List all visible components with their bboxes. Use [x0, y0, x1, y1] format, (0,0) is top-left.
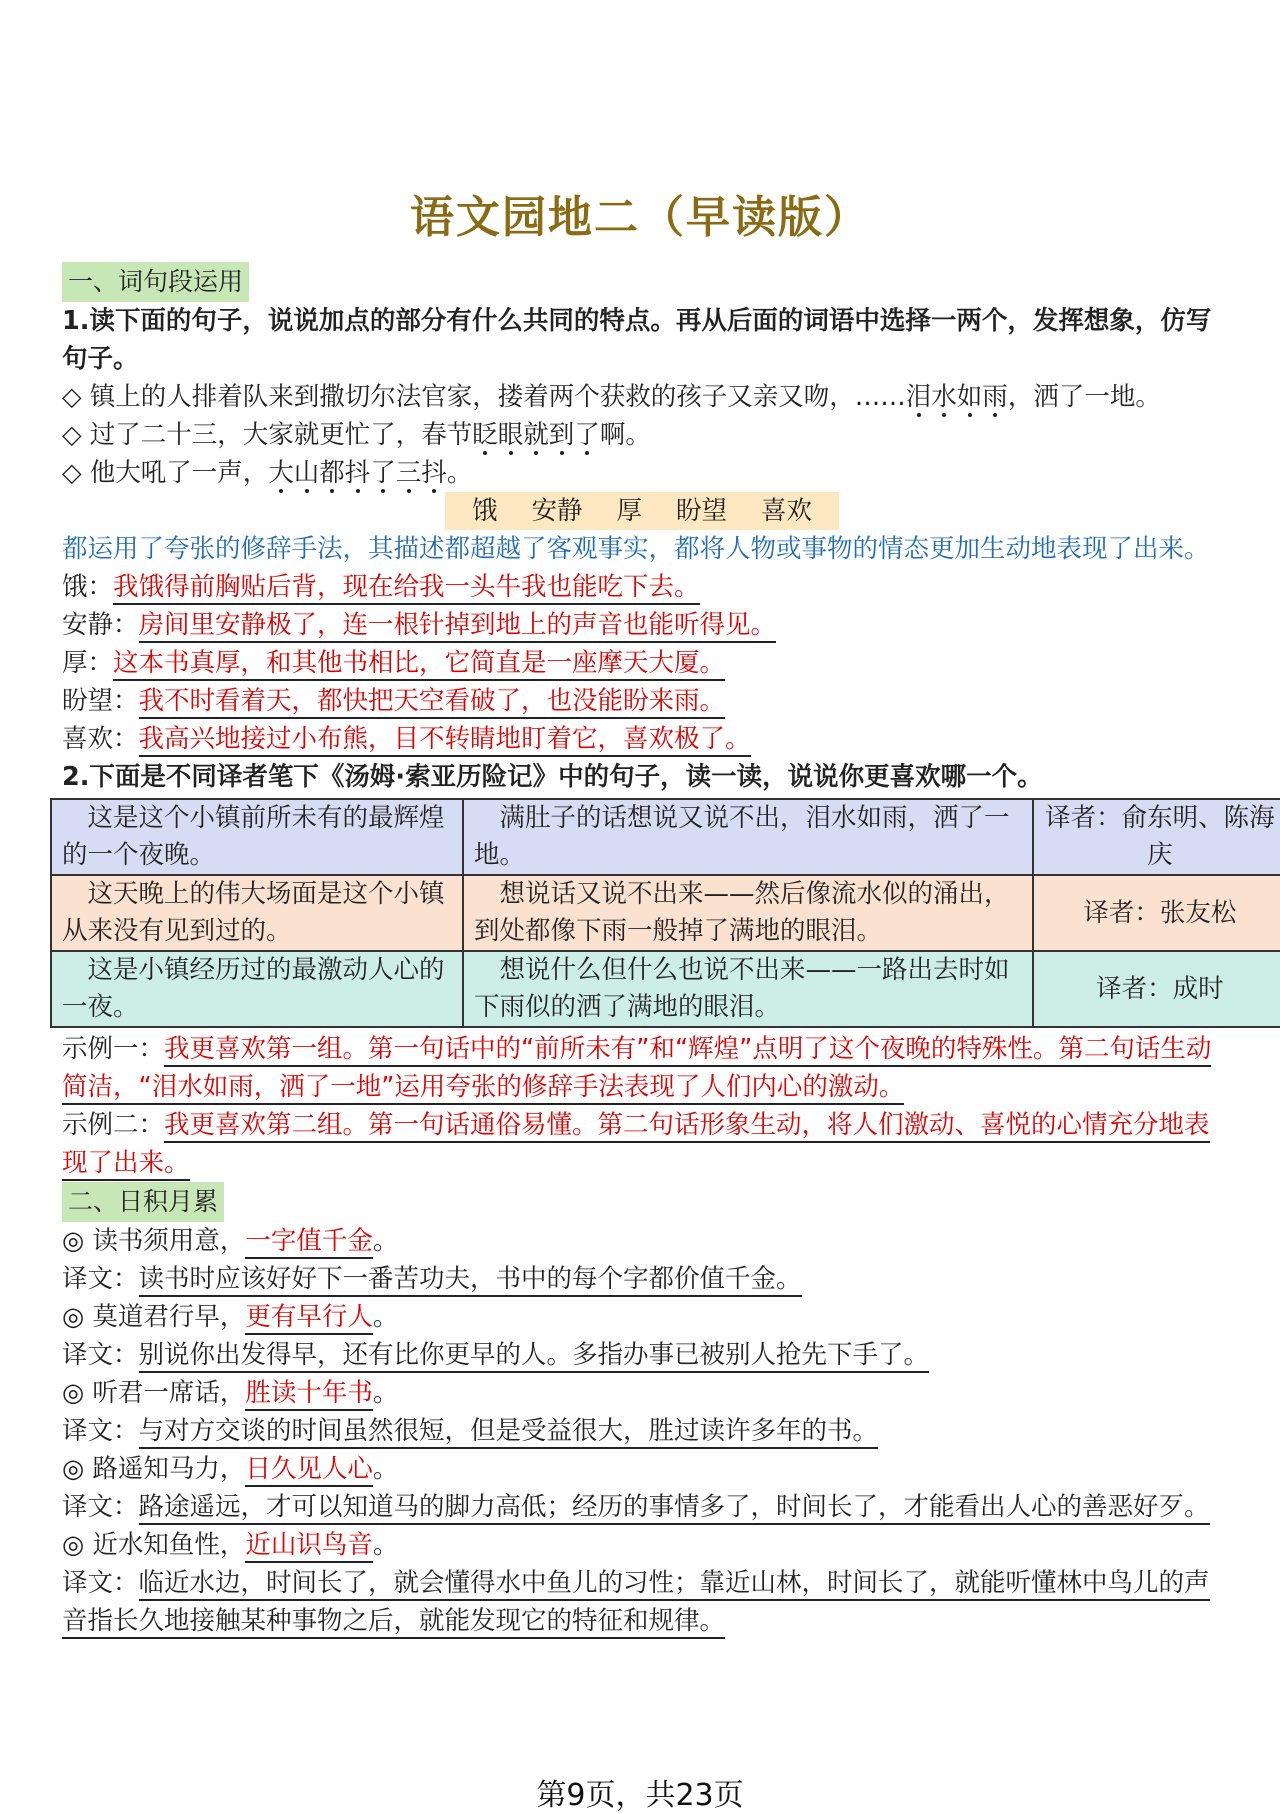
document-body — [62, 262, 1275, 1640]
word-bank — [62, 492, 1222, 530]
sample-1: 示例一：我更喜欢第一组。第一句话中的“前所未有”和“辉煌”点明了这个夜晚的特殊性。第二句话生动简洁，“泪水如雨，洒了一地”运用夸张的修辞手法表现了人们内心的激动。 — [62, 1030, 1222, 1106]
table-cell: 想说话又说不出来——然后像流水似的涌出，到处都像下雨一般掉了满地的眼泪。 — [463, 875, 1033, 951]
sample-2: 示例二：我更喜欢第二组。第一句话通俗易懂。第二句话形象生动，将人们激动、喜悦的心情充分地表现了出来。 — [62, 1106, 1222, 1182]
word-item: 厚 — [616, 496, 642, 526]
translation-table — [50, 798, 1280, 1028]
sentence-item: ◇ 过了二十三，大家就更忙了，春节眨眼就到了啊。 — [62, 420, 651, 450]
proverb-answer: 日久见人心 — [245, 1454, 373, 1487]
table-cell: 这是小镇经历过的最激动人心的一夜。 — [51, 951, 463, 1027]
proverb-answer: 更有早行人 — [245, 1302, 373, 1335]
table-row — [51, 875, 1280, 951]
table-row — [51, 799, 1280, 875]
emphasized-phrase: 大山都抖了三抖 — [268, 458, 447, 488]
example-item: 厚：这本书真厚，和其他书相比，它简直是一座摩天大厦。 — [62, 644, 1222, 682]
table-row — [51, 951, 1280, 1027]
word-item: 饿 — [471, 496, 498, 526]
page-title: 语文园地二（早读版） — [410, 192, 870, 243]
translator-cell: 译者：成时 — [1033, 951, 1280, 1027]
diamond-bullet-icon: ◇ — [62, 420, 82, 450]
example-item: 安静：房间里安静极了，连一根针掉到地上的声音也能听得见。 — [62, 606, 1222, 644]
page-footer: 第9页，共23页 — [536, 1778, 744, 1813]
question-2: 2.下面是不同译者笔下《汤姆·索亚历险记》中的句子，读一读，说说你更喜欢哪一个。 — [62, 762, 1043, 792]
circle-bullet-icon: ◎ — [62, 1378, 85, 1408]
word-item: 安静 — [531, 496, 583, 526]
section2-header: 二、日积月累 — [62, 1182, 1222, 1222]
example-item: 喜欢：我高兴地接过小布熊，目不转睛地盯着它，喜欢极了。 — [62, 720, 1222, 758]
table-cell: 这天晚上的伟大场面是这个小镇从来没有见到过的。 — [51, 875, 463, 951]
question-1: 1.读下面的句子，说说加点的部分有什么共同的特点。再从后面的词语中选择一两个，发挥想象，仿写句子。 — [62, 306, 1212, 374]
circle-bullet-icon: ◎ — [62, 1530, 85, 1560]
circle-bullet-icon: ◎ — [62, 1454, 85, 1484]
answer-summary: 都运用了夸张的修辞手法，其描述都超越了客观事实，都将人物或事物的情态更加生动地表现了出来。 — [62, 534, 1210, 564]
circle-bullet-icon: ◎ — [62, 1302, 85, 1332]
proverb-translation: 译文：临近水边，时间长了，就会懂得水中鱼儿的习性；靠近山林，时间长了，就能听懂林中鸟儿的声音指长久地接触某种事物之后，就能发现它的特征和规律。 — [62, 1564, 1222, 1640]
sentence-item: ◇ 他大吼了一声，大山都抖了三抖。 — [62, 458, 473, 488]
translator-cell: 译者：俞东明、陈海庆 — [1033, 799, 1280, 875]
proverb-translation: 译文：路途遥远，才可以知道马的脚力高低；经历的事情多了，时间长了，才能看出人心的善恶好歹。 — [62, 1488, 1222, 1526]
section1-header: 一、词句段运用 — [62, 262, 1222, 302]
table-cell: 想说什么但什么也说不出来——一路出去时如下雨似的洒了满地的眼泪。 — [463, 951, 1033, 1027]
diamond-bullet-icon: ◇ — [62, 382, 82, 412]
circle-bullet-icon: ◎ — [62, 1226, 85, 1256]
example-list — [62, 568, 1222, 758]
proverb-answer: 胜读十年书 — [245, 1378, 373, 1411]
table-cell: 这是这个小镇前所未有的最辉煌的一个夜晚。 — [51, 799, 463, 875]
proverb-item: ◎ 读书须用意，一字值千金。 — [62, 1222, 1222, 1260]
word-item: 喜欢 — [761, 496, 813, 526]
example-item: 盼望：我不时看着天，都快把天空看破了，也没能盼来雨。 — [62, 682, 1222, 720]
sentence-item: ◇ 镇上的人排着队来到撒切尔法官家，搂着两个获救的孩子又亲又吻，……泪水如雨，洒了一地。 — [62, 382, 1161, 412]
sentence-list — [62, 378, 1222, 492]
proverb-item: ◎ 莫道君行早，更有早行人。 — [62, 1298, 1222, 1336]
table-cell: 满肚子的话想说又说不出，泪水如雨，洒了一地。 — [463, 799, 1033, 875]
emphasized-phrase: 眨眼就到了 — [472, 420, 600, 450]
example-item: 饿：我饿得前胸贴后背，现在给我一头牛我也能吃下去。 — [62, 568, 1222, 606]
proverb-item: ◎ 听君一席话，胜读十年书。 — [62, 1374, 1222, 1412]
proverb-translation: 译文：与对方交谈的时间虽然很短，但是受益很大，胜过读许多年的书。 — [62, 1412, 1222, 1450]
proverb-translation: 译文：读书时应该好好下一番苦功夫，书中的每个字都价值千金。 — [62, 1260, 1222, 1298]
diamond-bullet-icon: ◇ — [62, 458, 82, 488]
emphasized-phrase: 泪水如雨 — [905, 382, 1008, 412]
proverb-item: ◎ 路遥知马力，日久见人心。 — [62, 1450, 1222, 1488]
proverb-item: ◎ 近水知鱼性，近山识鸟音。 — [62, 1526, 1222, 1564]
proverb-answer: 一字值千金 — [245, 1226, 373, 1259]
word-item: 盼望 — [676, 496, 728, 526]
proverb-answer: 近山识鸟音 — [245, 1530, 373, 1563]
proverb-translation: 译文：别说你出发得早，还有比你更早的人。多指办事已被别人抢先下手了。 — [62, 1336, 1222, 1374]
translator-cell: 译者：张友松 — [1033, 875, 1280, 951]
proverb-list — [62, 1222, 1222, 1640]
